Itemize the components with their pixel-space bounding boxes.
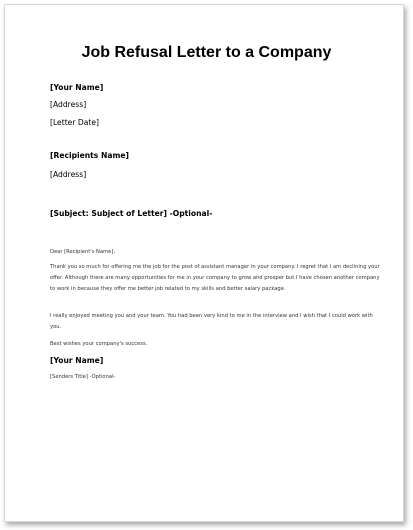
recipient-address: [Address] bbox=[50, 170, 87, 179]
subject-line: [Subject: Subject of Letter] -Optional- bbox=[50, 209, 213, 218]
sender-name: [Your Name] bbox=[50, 83, 104, 92]
closing-title: [Senders Title] -Optional- bbox=[50, 374, 116, 380]
recipient-name: [Recipients Name] bbox=[50, 151, 129, 160]
body-paragraph-2: I really enjoyed meeting you and your team. You had been very kind to me in the interview and I wish that I could work with you. bbox=[50, 313, 373, 330]
body-paragraph-1: Thank you so much for offering me the job for the post of assistant manager in your company. I regret that I am declining your offer. Although there are many opportunities for me in your company to grow and prosper but I have chosen another company to work in because they offer me better job related to my skills and better salary package. bbox=[50, 264, 380, 292]
document-title: Job Refusal Letter to a Company bbox=[81, 44, 332, 61]
letter-date: [Letter Date] bbox=[50, 118, 100, 127]
closing-name: [Your Name] bbox=[50, 356, 104, 365]
sender-address: [Address] bbox=[50, 100, 87, 109]
salutation: Dear [Recipient's Name], bbox=[50, 249, 116, 255]
body-paragraph-3: Best wishes your company's success. bbox=[50, 341, 148, 347]
